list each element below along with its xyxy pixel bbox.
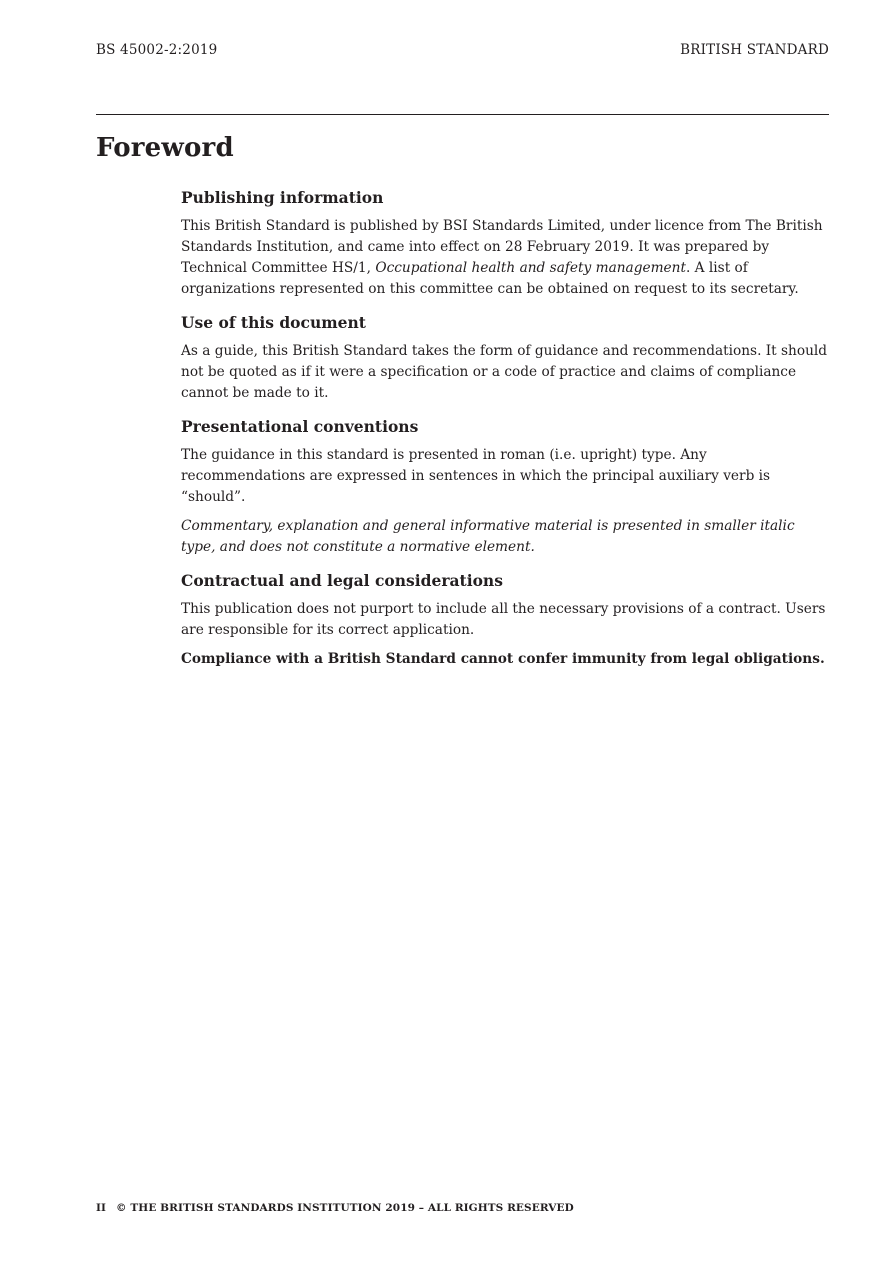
section-contractual-legal xyxy=(181,571,831,670)
running-header-doc-type: BRITISH STANDARD xyxy=(680,42,829,58)
page-footer xyxy=(96,1202,574,1214)
section-paragraph: The guidance in this standard is presented in roman (i.e. upright) type. Any recommendations are expressed in sentences in which the principal auxiliary verb is “should”. xyxy=(181,447,771,505)
section-paragraph: As a guide, this British Standard takes the form of guidance and recommendations. It should not be quoted as if it were a specification or a code of practice and claims of compliance cannot be made to it. xyxy=(181,343,828,401)
page-number: II xyxy=(96,1202,107,1214)
committee-name: Occupational health and safety management xyxy=(375,260,686,276)
section-heading: Contractual and legal considerations xyxy=(181,571,503,590)
foreword-body xyxy=(181,188,831,683)
commentary-note: Commentary, explanation and general informative material is presented in smaller italic type, and does not constitute a normative element. xyxy=(181,518,795,555)
running-header-doc-id: BS 45002-2:2019 xyxy=(96,42,218,58)
compliance-statement: Compliance with a British Standard cannot confer immunity from legal obligations. xyxy=(181,651,825,667)
paragraph-text: . A list of organizations represented on this committee can be obtained on request to its secretary. xyxy=(181,260,799,297)
section-heading: Use of this document xyxy=(181,313,366,332)
page-title: Foreword xyxy=(96,133,234,163)
section-paragraph: This publication does not purport to include all the necessary provisions of a contract. Users are responsible for its correct application. xyxy=(181,601,826,638)
section-heading: Publishing information xyxy=(181,188,384,207)
paragraph-text: This British Standard is published by BSI Standards Limited, under licence from The British Standards Institution, and came into effect on 28 February 2019. It was prepared by Technical Committee HS/1, xyxy=(181,218,823,276)
section-publishing-information xyxy=(181,188,831,300)
header-rule xyxy=(96,114,829,115)
section-paragraph xyxy=(181,216,831,300)
copyright-notice: © THE BRITISH STANDARDS INSTITUTION 2019 – ALL RIGHTS RESERVED xyxy=(116,1202,574,1214)
section-use-of-document xyxy=(181,313,831,404)
section-presentational-conventions xyxy=(181,417,831,558)
section-heading: Presentational conventions xyxy=(181,417,419,436)
